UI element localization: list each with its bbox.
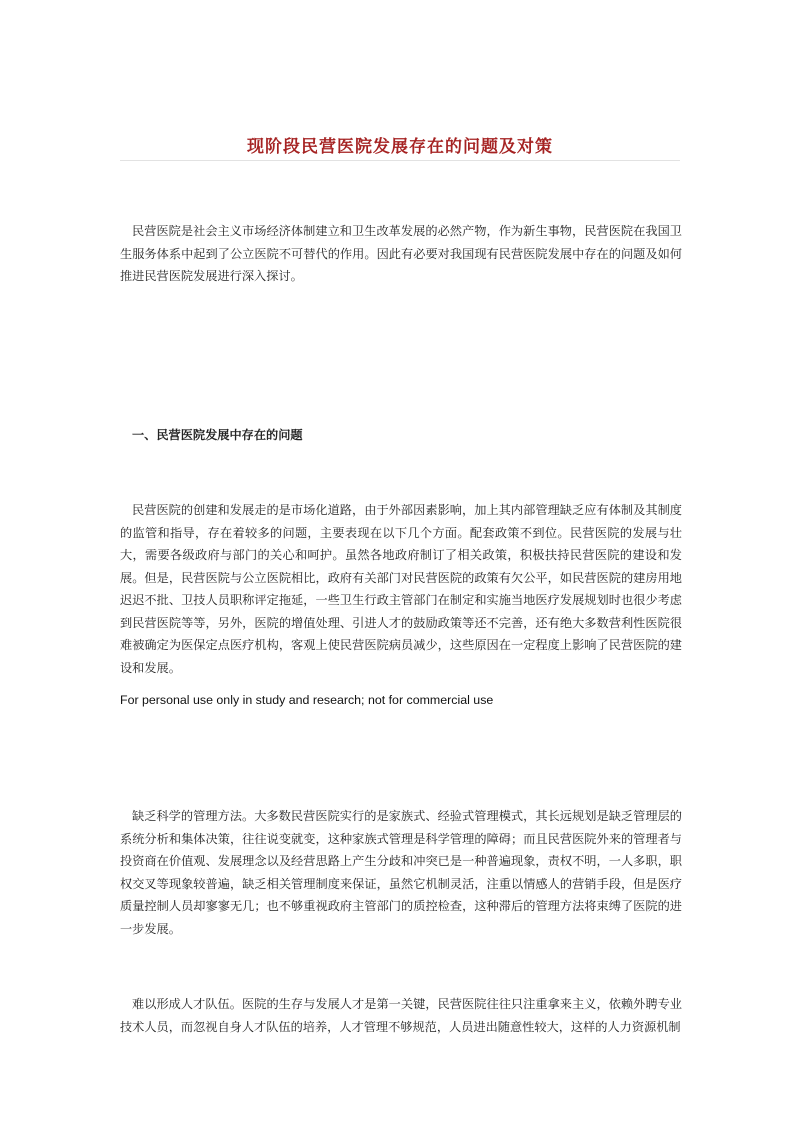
document-title: 现阶段民营医院发展存在的问题及对策 (247, 137, 553, 157)
intro-paragraph: 民营医院是社会主义市场经济体制建立和卫生改革发展的必然产物，作为新生事物，民营医院在我国卫生服务体系中起到了公立医院不可替代的作用。因此有必要对我国现有民营医院发展中存在的问题及如何推进民营医院发展进行深入探讨。 (120, 224, 682, 283)
section-heading: 一、民营医院发展中存在的问题 (132, 428, 303, 442)
title-divider (120, 160, 680, 161)
usage-notice: For personal use only in study and research; not for commercial use (120, 693, 494, 707)
body-paragraph-1: 民营医院的创建和发展走的是市场化道路，由于外部因素影响，加上其内部管理缺乏应有体制及其制度的监管和指导，存在着较多的问题，主要表现在以下几个方面。配套政策不到位。民营医院的发展与壮大，需要各级政府与部门的关心和呵护。虽然各地政府制订了相关政策，积极扶持民营医院的建设和发展。但是，民营医院与公立医院相比，政府有关部门对民营医院的政策有欠公平，如民营医院的建房用地迟迟不批、卫技人员职称评定拖延，一些卫生行政主管部门在制定和实施当地医疗发展规划时也很少考虑到民营医院等等，另外，医院的增值处理、引进人才的鼓励政策等还不完善，还有绝大多数营利性医院很难被确定为医保定点医疗机构，客观上使民营医院病员减少，这些原因在一定程度上影响了民营医院的建设和发展。 (120, 503, 682, 675)
body-paragraph-3: 难以形成人才队伍。医院的生存与发展人才是第一关键，民营医院往往只注重拿来主义，依赖外聘专业技术人员，而忽视自身人才队伍的培养，人才管理不够规范，人员进出随意性较大，这样的人力资源机制 (120, 997, 682, 1034)
body-paragraph-2: 缺乏科学的管理方法。大多数民营医院实行的是家族式、经验式管理模式，其长远规划是缺乏管理层的系统分析和集体决策，往往说变就变，这种家族式管理是科学管理的障碍；而且民营医院外来的管理者与投资商在价值观、发展理念以及经营思路上产生分歧和冲突已是一种普遍现象，责权不明，一人多职，职权交叉等现象较普遍，缺乏相关管理制度来保证，虽然它机制灵活，注重以情感人的营销手段，但是医疗质量控制人员却寥寥无几；也不够重视政府主管部门的质控检查，这种滞后的管理方法将束缚了医院的进一步发展。 (120, 809, 682, 936)
